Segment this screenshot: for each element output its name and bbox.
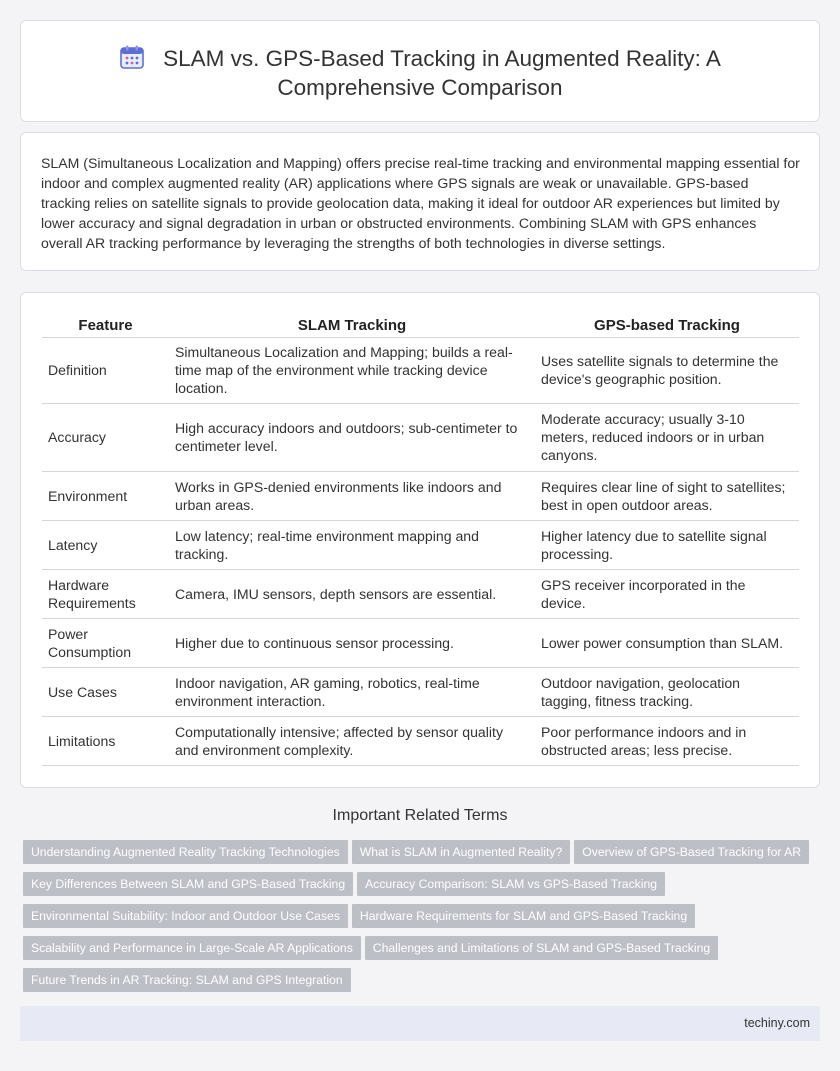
feature-cell: Limitations [42,716,169,765]
slam-cell: Simultaneous Localization and Mapping; builds a real-time map of the environment while tracking device location. [169,337,535,403]
related-term-tag[interactable]: Challenges and Limitations of SLAM and GPS-Based Tracking [365,936,718,960]
header-gps: GPS-based Tracking [535,315,799,337]
feature-cell: Power Consumption [42,618,169,667]
slam-cell: Low latency; real-time environment mapping and tracking. [169,520,535,569]
slam-cell: Computationally intensive; affected by sensor quality and environment complexity. [169,716,535,765]
feature-cell: Use Cases [42,667,169,716]
gps-cell: Higher latency due to satellite signal processing. [535,520,799,569]
page-title [21,44,819,102]
comparison-table [42,315,799,766]
related-term-tag[interactable]: Hardware Requirements for SLAM and GPS-Based Tracking [352,904,695,928]
tag-row [23,968,813,1000]
tag-row [23,904,813,936]
table-row [42,716,799,765]
gps-cell: Lower power consumption than SLAM. [535,618,799,667]
related-term-tag[interactable]: Future Trends in AR Tracking: SLAM and GPS Integration [23,968,351,992]
slam-cell: Works in GPS-denied environments like indoors and urban areas. [169,471,535,520]
feature-cell: Accuracy [42,403,169,471]
feature-cell: Environment [42,471,169,520]
gps-cell: Poor performance indoors and in obstructed areas; less precise. [535,716,799,765]
table-row [42,618,799,667]
related-terms-heading: Important Related Terms [332,807,508,824]
intro-card [20,132,820,271]
related-term-tag[interactable]: Scalability and Performance in Large-Scale AR Applications [23,936,361,960]
calendar-icon [119,44,145,70]
gps-cell: Uses satellite signals to determine the device's geographic position. [535,337,799,403]
page-title-line-2: Comprehensive Comparison [277,75,563,101]
intro-paragraph: SLAM (Simultaneous Localization and Mapping) offers precise real-time tracking and environmental mapping essential for indoor and complex augmented reality (AR) applications where GPS signals are weak or unavailable. GPS-based tracking relies on satellite signals to provide geolocation data, making it ideal for outdoor AR experiences but limited by lower accuracy and signal degradation in urban or obstructed environments. Combining SLAM with GPS enhances overall AR tracking performance by leveraging the strengths of both technologies in diverse settings. [41,155,800,251]
table-header-row [42,315,799,337]
table-row [42,403,799,471]
header-slam: SLAM Tracking [169,315,535,337]
slam-cell: Camera, IMU sensors, depth sensors are essential. [169,569,535,618]
header-feature: Feature [42,315,169,337]
gps-cell: GPS receiver incorporated in the device. [535,569,799,618]
related-term-tag[interactable]: Key Differences Between SLAM and GPS-Based Tracking [23,872,353,896]
related-term-tag[interactable]: Accuracy Comparison: SLAM vs GPS-Based Tracking [357,872,665,896]
footer [20,1006,820,1041]
related-term-tag[interactable]: Understanding Augmented Reality Tracking Technologies [23,840,348,864]
page-title-line-1 [21,44,819,73]
feature-cell: Hardware Requirements [42,569,169,618]
tag-row [23,936,813,968]
related-term-tag[interactable]: Overview of GPS-Based Tracking for AR [574,840,809,864]
table-row [42,471,799,520]
feature-cell: Definition [42,337,169,403]
footer-site-link[interactable]: techiny.com [744,1016,810,1030]
table-row [42,569,799,618]
tag-row [23,872,813,904]
title-card [20,20,820,122]
tag-row [23,840,813,872]
slam-cell: Higher due to continuous sensor processing. [169,618,535,667]
table-row [42,337,799,403]
page-title-text-1: SLAM vs. GPS-Based Tracking in Augmented Reality: A [163,46,721,71]
slam-cell: High accuracy indoors and outdoors; sub-centimeter to centimeter level. [169,403,535,471]
related-term-tag[interactable]: What is SLAM in Augmented Reality? [352,840,571,864]
related-term-tag[interactable]: Environmental Suitability: Indoor and Outdoor Use Cases [23,904,348,928]
gps-cell: Outdoor navigation, geolocation tagging, fitness tracking. [535,667,799,716]
gps-cell: Requires clear line of sight to satellites; best in open outdoor areas. [535,471,799,520]
feature-cell: Latency [42,520,169,569]
slam-cell: Indoor navigation, AR gaming, robotics, real-time environment interaction. [169,667,535,716]
table-row [42,520,799,569]
table-row [42,667,799,716]
gps-cell: Moderate accuracy; usually 3-10 meters, reduced indoors or in urban canyons. [535,403,799,471]
related-terms-list [23,840,813,1000]
comparison-card [20,292,820,788]
